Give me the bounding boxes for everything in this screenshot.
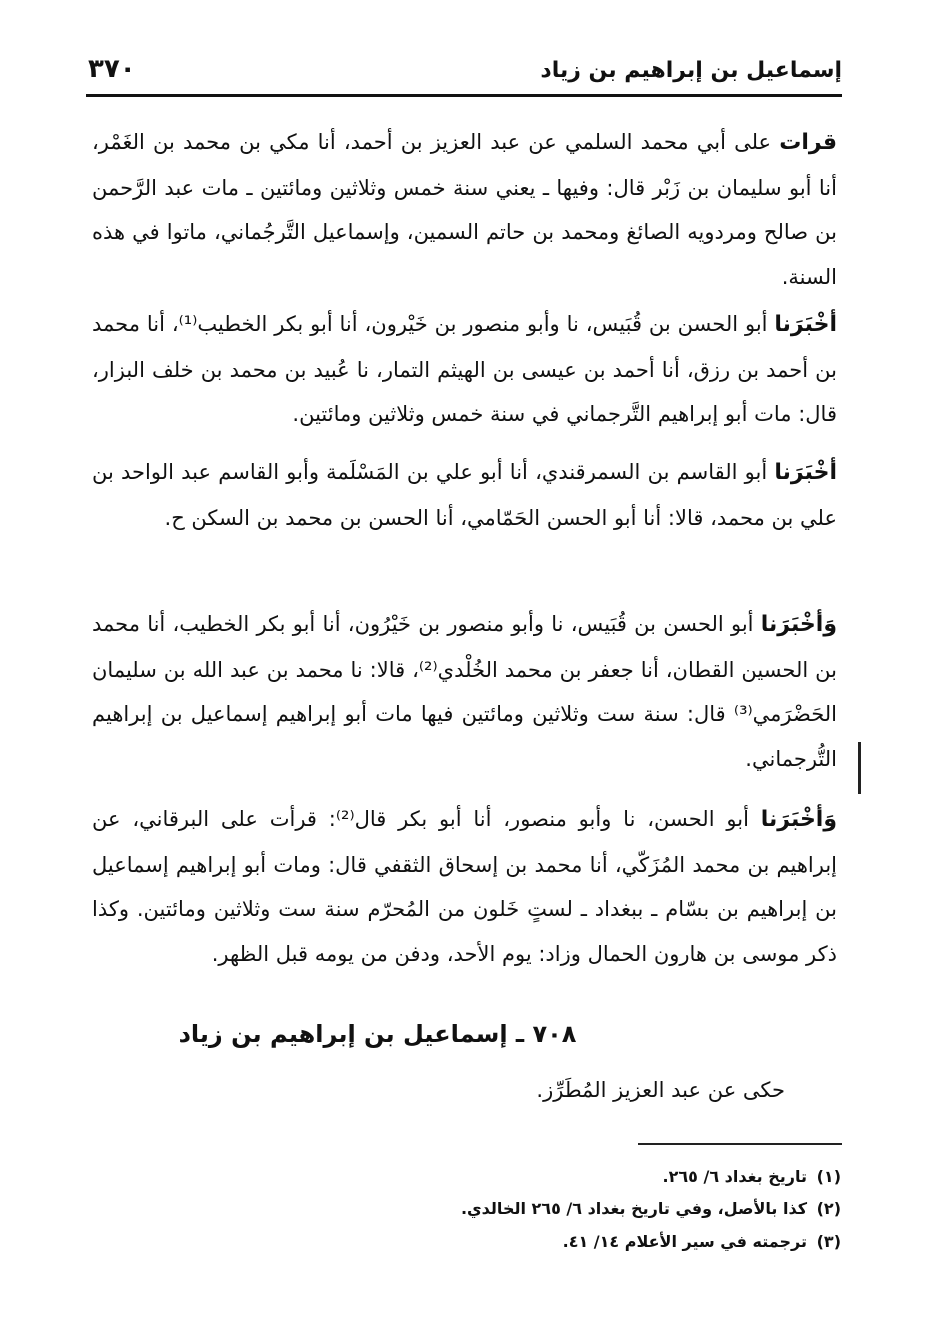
footnote-3 [563,1232,841,1251]
paragraph-text: أبو الحسن، نا وأبو منصور، أنا أبو بكر قال⁽²⁾: قرأت على البرقاني، عن إبراهيم بن محمد المُزَكّي، أنا محمد بن إسحاق الثقفي قال: ومات أبو إبراهيم إسماعيل بن إبراهيم بن بسّام ـ ببغداد ـ لستٍ خَلون من المُحرّم سنة ست وثلاثين ومائتين. وكذا ذكر موسى بن هارون الحمال وزاد: يوم الأحد، ودفن من يومه قبل الظهر. [92,807,837,966]
margin-mark [858,742,861,794]
paragraph-text: أبو الحسن بن قُبَيس، نا وأبو منصور بن خَيْرُون، أنا أبو بكر الخطيب، أنا محمد بن الحسين القطان، أنا جعفر بن محمد الخُلْدي⁽²⁾، قالا: نا محمد بن عبد الله بن سليمان الحَضْرَمي⁽³⁾ قال: سنة ست وثلاثين ومائتين فيها مات أبو إبراهيم إسماعيل بن إبراهيم التُّرجماني. [92,612,837,771]
paragraph-lead: أخْبَرَنا [774,460,837,485]
paragraph-text: أبو الحسن بن قُبَيس، نا وأبو منصور بن خَيْرون، أنا أبو بكر الخطيب⁽¹⁾، أنا محمد بن أحمد بن رزق، أنا أحمد بن عيسى بن الهيثم التمار، نا عُبيد بن محمد بن خلف البزار، قال: مات أبو إبراهيم التَّرجماني في سنة خمس وثلاثين ومائتين. [92,312,837,426]
footnote-1 [663,1167,841,1186]
footnote-divider [638,1143,842,1145]
footnote-number: (٢) [816,1199,841,1218]
footnote-text: كذا بالأصل، وفي تاريخ بغداد ٦/ ٢٦٥ الخالدي. [460,1199,807,1218]
page-number: ٣٧٠ [88,54,136,84]
paragraph-lead: وَأخْبَرَنا [760,612,837,637]
paragraph-3 [92,450,837,540]
section-heading: ٧٠٨ ـ إسماعيل بن إبراهيم بن زياد [178,1020,577,1048]
footnote-text: تاريخ بغداد ٦/ ٢٦٥. [662,1167,807,1186]
paragraph-text: أبو القاسم بن السمرقندي، أنا أبو علي بن المَسْلَمة وأبو القاسم عبد الواحد بن علي بن محمد، قالا: أنا أبو الحسن الحَمّامي، أنا الحسن بن محمد بن السكن ح. [92,460,837,530]
paragraph-text: على أبي محمد السلمي عن عبد العزيز بن أحمد، أنا مكي بن محمد بن الغَمْر، أنا أبو سليمان بن زَبْر قال: وفيها ـ يعني سنة خمس وثلاثين ومائتين ـ مات عبد الرَّحمن بن صالح ومردويه الصائغ ومحمد بن حاتم السمين، وإسماعيل التَّرجُماني، ماتوا في هذه السنة. [92,130,837,289]
header-divider [86,94,842,97]
footnote-number: (٣) [816,1232,841,1251]
footnote-text: ترجمته في سير الأعلام ١٤/ ٤١. [562,1232,807,1251]
paragraph-5 [92,797,837,976]
paragraph-lead: قرات [779,130,837,155]
paragraph-1 [92,120,837,299]
paragraph-lead: أخْبَرَنا [774,312,837,337]
running-title: إسماعيل بن إبراهيم بن زياد [540,58,842,83]
page-header [88,52,842,92]
paragraph-4 [92,602,837,781]
paragraph-lead: وَأخْبَرَنا [760,807,838,832]
footnote-2 [461,1199,841,1218]
footnote-number: (١) [816,1167,841,1186]
paragraph-2 [92,302,837,437]
section-text: حكى عن عبد العزيز المُطَرِّز. [536,1078,785,1102]
